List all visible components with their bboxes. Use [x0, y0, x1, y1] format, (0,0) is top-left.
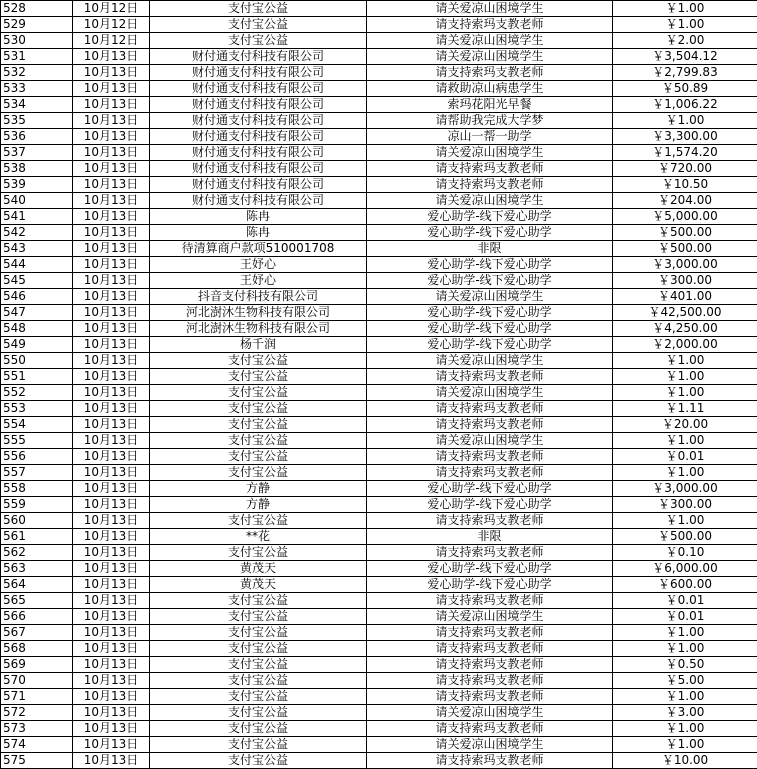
date-cell: 10月13日 [73, 241, 150, 257]
project-cell: 请关爱凉山困境学生 [367, 1, 613, 17]
project-cell: 请关爱凉山困境学生 [367, 705, 613, 721]
table-row [1, 161, 757, 177]
project-cell: 凉山一帮一助学 [367, 129, 613, 145]
date-cell: 10月13日 [73, 673, 150, 689]
table-row [1, 81, 757, 97]
project-cell: 请关爱凉山困境学生 [367, 737, 613, 753]
date-cell: 10月13日 [73, 129, 150, 145]
table-row [1, 753, 757, 769]
row-number-cell: 555 [1, 433, 73, 449]
table-row [1, 657, 757, 673]
project-cell: 爱心助学-线下爱心助学 [367, 273, 613, 289]
row-number-cell: 553 [1, 401, 73, 417]
donor-cell: 财付通支付科技有限公司 [150, 145, 367, 161]
table-row [1, 529, 757, 545]
amount-cell: ￥1.00 [613, 433, 757, 449]
table-row [1, 145, 757, 161]
table-row [1, 465, 757, 481]
table-row [1, 337, 757, 353]
donor-cell: 支付宝公益 [150, 705, 367, 721]
table-row [1, 353, 757, 369]
table-row [1, 721, 757, 737]
row-number-cell: 540 [1, 193, 73, 209]
amount-cell: ￥0.01 [613, 593, 757, 609]
row-number-cell: 570 [1, 673, 73, 689]
row-number-cell: 539 [1, 177, 73, 193]
project-cell: 非限 [367, 241, 613, 257]
date-cell: 10月13日 [73, 737, 150, 753]
donor-cell: **花 [150, 529, 367, 545]
amount-cell: ￥300.00 [613, 497, 757, 513]
row-number-cell: 569 [1, 657, 73, 673]
project-cell: 请支持索玛支教老师 [367, 657, 613, 673]
project-cell: 请关爱凉山困境学生 [367, 385, 613, 401]
date-cell: 10月12日 [73, 17, 150, 33]
project-cell: 请支持索玛支教老师 [367, 369, 613, 385]
donor-cell: 支付宝公益 [150, 433, 367, 449]
amount-cell: ￥500.00 [613, 529, 757, 545]
row-number-cell: 549 [1, 337, 73, 353]
amount-cell: ￥1.00 [613, 385, 757, 401]
donor-cell: 支付宝公益 [150, 721, 367, 737]
donor-cell: 支付宝公益 [150, 417, 367, 433]
table-row [1, 97, 757, 113]
table-row [1, 737, 757, 753]
donor-cell: 财付通支付科技有限公司 [150, 177, 367, 193]
donor-cell: 财付通支付科技有限公司 [150, 97, 367, 113]
amount-cell: ￥1.00 [613, 369, 757, 385]
project-cell: 请关爱凉山困境学生 [367, 353, 613, 369]
donor-cell: 河北澍沐生物科技有限公司 [150, 321, 367, 337]
project-cell: 爱心助学-线下爱心助学 [367, 481, 613, 497]
amount-cell: ￥1.11 [613, 401, 757, 417]
date-cell: 10月13日 [73, 321, 150, 337]
date-cell: 10月12日 [73, 1, 150, 17]
amount-cell: ￥1.00 [613, 625, 757, 641]
donor-cell: 财付通支付科技有限公司 [150, 49, 367, 65]
amount-cell: ￥42,500.00 [613, 305, 757, 321]
table-row [1, 705, 757, 721]
amount-cell: ￥720.00 [613, 161, 757, 177]
table-row [1, 689, 757, 705]
amount-cell: ￥500.00 [613, 225, 757, 241]
row-number-cell: 547 [1, 305, 73, 321]
donor-cell: 方静 [150, 497, 367, 513]
donor-cell: 支付宝公益 [150, 513, 367, 529]
project-cell: 请支持索玛支教老师 [367, 401, 613, 417]
row-number-cell: 551 [1, 369, 73, 385]
amount-cell: ￥1,006.22 [613, 97, 757, 113]
table-row [1, 481, 757, 497]
date-cell: 10月13日 [73, 353, 150, 369]
date-cell: 10月13日 [73, 417, 150, 433]
donor-cell: 支付宝公益 [150, 465, 367, 481]
table-row [1, 1, 757, 17]
table-row [1, 449, 757, 465]
donor-cell: 支付宝公益 [150, 353, 367, 369]
amount-cell: ￥0.50 [613, 657, 757, 673]
date-cell: 10月12日 [73, 33, 150, 49]
date-cell: 10月13日 [73, 177, 150, 193]
project-cell: 请关爱凉山困境学生 [367, 49, 613, 65]
project-cell: 请支持索玛支教老师 [367, 753, 613, 769]
date-cell: 10月13日 [73, 705, 150, 721]
row-number-cell: 531 [1, 49, 73, 65]
donor-cell: 财付通支付科技有限公司 [150, 193, 367, 209]
donor-cell: 王妤心 [150, 257, 367, 273]
project-cell: 请关爱凉山困境学生 [367, 145, 613, 161]
row-number-cell: 536 [1, 129, 73, 145]
row-number-cell: 573 [1, 721, 73, 737]
donor-cell: 陈冉 [150, 209, 367, 225]
amount-cell: ￥1.00 [613, 689, 757, 705]
date-cell: 10月13日 [73, 337, 150, 353]
project-cell: 请支持索玛支教老师 [367, 689, 613, 705]
date-cell: 10月13日 [73, 369, 150, 385]
date-cell: 10月13日 [73, 481, 150, 497]
amount-cell: ￥600.00 [613, 577, 757, 593]
donor-cell: 财付通支付科技有限公司 [150, 129, 367, 145]
project-cell: 爱心助学-线下爱心助学 [367, 321, 613, 337]
project-cell: 请支持索玛支教老师 [367, 625, 613, 641]
project-cell: 请关爱凉山困境学生 [367, 609, 613, 625]
table-row [1, 417, 757, 433]
table-row [1, 577, 757, 593]
table-row [1, 545, 757, 561]
amount-cell: ￥1.00 [613, 113, 757, 129]
amount-cell: ￥1,574.20 [613, 145, 757, 161]
donor-cell: 支付宝公益 [150, 401, 367, 417]
amount-cell: ￥20.00 [613, 417, 757, 433]
amount-cell: ￥1.00 [613, 737, 757, 753]
amount-cell: ￥10.00 [613, 753, 757, 769]
date-cell: 10月13日 [73, 289, 150, 305]
row-number-cell: 563 [1, 561, 73, 577]
date-cell: 10月13日 [73, 113, 150, 129]
row-number-cell: 535 [1, 113, 73, 129]
row-number-cell: 528 [1, 1, 73, 17]
amount-cell: ￥0.10 [613, 545, 757, 561]
row-number-cell: 532 [1, 65, 73, 81]
date-cell: 10月13日 [73, 49, 150, 65]
table-row [1, 497, 757, 513]
date-cell: 10月13日 [73, 641, 150, 657]
row-number-cell: 554 [1, 417, 73, 433]
project-cell: 请帮助我完成大学梦 [367, 113, 613, 129]
date-cell: 10月13日 [73, 161, 150, 177]
project-cell: 请支持索玛支教老师 [367, 513, 613, 529]
table-row [1, 65, 757, 81]
project-cell: 爱心助学-线下爱心助学 [367, 337, 613, 353]
project-cell: 请关爱凉山困境学生 [367, 193, 613, 209]
amount-cell: ￥4,250.00 [613, 321, 757, 337]
donor-cell: 财付通支付科技有限公司 [150, 65, 367, 81]
date-cell: 10月13日 [73, 401, 150, 417]
row-number-cell: 572 [1, 705, 73, 721]
row-number-cell: 568 [1, 641, 73, 657]
amount-cell: ￥2,000.00 [613, 337, 757, 353]
amount-cell: ￥6,000.00 [613, 561, 757, 577]
amount-cell: ￥204.00 [613, 193, 757, 209]
project-cell: 爱心助学-线下爱心助学 [367, 305, 613, 321]
table-row [1, 225, 757, 241]
date-cell: 10月13日 [73, 753, 150, 769]
row-number-cell: 533 [1, 81, 73, 97]
project-cell: 爱心助学-线下爱心助学 [367, 209, 613, 225]
table-row [1, 433, 757, 449]
row-number-cell: 530 [1, 33, 73, 49]
amount-cell: ￥5,000.00 [613, 209, 757, 225]
date-cell: 10月13日 [73, 65, 150, 81]
amount-cell: ￥3,000.00 [613, 481, 757, 497]
donor-cell: 财付通支付科技有限公司 [150, 161, 367, 177]
donor-cell: 河北澍沐生物科技有限公司 [150, 305, 367, 321]
amount-cell: ￥401.00 [613, 289, 757, 305]
row-number-cell: 544 [1, 257, 73, 273]
table-row [1, 641, 757, 657]
table-row [1, 113, 757, 129]
amount-cell: ￥3,000.00 [613, 257, 757, 273]
donor-cell: 财付通支付科技有限公司 [150, 113, 367, 129]
table-row [1, 177, 757, 193]
project-cell: 请救助凉山病患学生 [367, 81, 613, 97]
row-number-cell: 543 [1, 241, 73, 257]
donor-cell: 杨千润 [150, 337, 367, 353]
row-number-cell: 556 [1, 449, 73, 465]
project-cell: 爱心助学-线下爱心助学 [367, 257, 613, 273]
date-cell: 10月13日 [73, 273, 150, 289]
row-number-cell: 562 [1, 545, 73, 561]
project-cell: 爱心助学-线下爱心助学 [367, 497, 613, 513]
donor-cell: 支付宝公益 [150, 641, 367, 657]
table-row [1, 33, 757, 49]
row-number-cell: 550 [1, 353, 73, 369]
donor-cell: 支付宝公益 [150, 545, 367, 561]
table-row [1, 561, 757, 577]
donor-cell: 支付宝公益 [150, 369, 367, 385]
donor-cell: 支付宝公益 [150, 609, 367, 625]
amount-cell: ￥3.00 [613, 705, 757, 721]
date-cell: 10月13日 [73, 385, 150, 401]
date-cell: 10月13日 [73, 561, 150, 577]
project-cell: 爱心助学-线下爱心助学 [367, 577, 613, 593]
row-number-cell: 557 [1, 465, 73, 481]
donor-cell: 陈冉 [150, 225, 367, 241]
table-row [1, 273, 757, 289]
date-cell: 10月13日 [73, 625, 150, 641]
row-number-cell: 558 [1, 481, 73, 497]
table-row [1, 289, 757, 305]
amount-cell: ￥1.00 [613, 513, 757, 529]
project-cell: 请支持索玛支教老师 [367, 465, 613, 481]
project-cell: 请关爱凉山困境学生 [367, 33, 613, 49]
date-cell: 10月13日 [73, 721, 150, 737]
project-cell: 请支持索玛支教老师 [367, 545, 613, 561]
donor-cell: 支付宝公益 [150, 689, 367, 705]
donor-cell: 方静 [150, 481, 367, 497]
table-row [1, 257, 757, 273]
project-cell: 请支持索玛支教老师 [367, 17, 613, 33]
amount-cell: ￥0.01 [613, 609, 757, 625]
date-cell: 10月13日 [73, 529, 150, 545]
row-number-cell: 571 [1, 689, 73, 705]
amount-cell: ￥5.00 [613, 673, 757, 689]
table-row [1, 369, 757, 385]
donation-table-body [1, 1, 757, 769]
table-row [1, 401, 757, 417]
row-number-cell: 560 [1, 513, 73, 529]
row-number-cell: 538 [1, 161, 73, 177]
donor-cell: 支付宝公益 [150, 657, 367, 673]
donor-cell: 支付宝公益 [150, 625, 367, 641]
date-cell: 10月13日 [73, 513, 150, 529]
row-number-cell: 552 [1, 385, 73, 401]
table-row [1, 17, 757, 33]
donor-cell: 抖音支付科技有限公司 [150, 289, 367, 305]
donor-cell: 支付宝公益 [150, 737, 367, 753]
project-cell: 请关爱凉山困境学生 [367, 433, 613, 449]
date-cell: 10月13日 [73, 497, 150, 513]
table-row [1, 385, 757, 401]
amount-cell: ￥10.50 [613, 177, 757, 193]
project-cell: 爱心助学-线下爱心助学 [367, 225, 613, 241]
table-row [1, 673, 757, 689]
donor-cell: 支付宝公益 [150, 753, 367, 769]
amount-cell: ￥3,300.00 [613, 129, 757, 145]
table-row [1, 609, 757, 625]
donor-cell: 支付宝公益 [150, 385, 367, 401]
project-cell: 索玛花阳光早餐 [367, 97, 613, 113]
donor-cell: 王妤心 [150, 273, 367, 289]
date-cell: 10月13日 [73, 81, 150, 97]
project-cell: 请支持索玛支教老师 [367, 65, 613, 81]
date-cell: 10月13日 [73, 97, 150, 113]
project-cell: 请支持索玛支教老师 [367, 161, 613, 177]
donor-cell: 财付通支付科技有限公司 [150, 81, 367, 97]
donor-cell: 支付宝公益 [150, 1, 367, 17]
donor-cell: 黄茂天 [150, 577, 367, 593]
project-cell: 请支持索玛支教老师 [367, 673, 613, 689]
donor-cell: 支付宝公益 [150, 17, 367, 33]
date-cell: 10月13日 [73, 609, 150, 625]
amount-cell: ￥1.00 [613, 721, 757, 737]
amount-cell: ￥2.00 [613, 33, 757, 49]
project-cell: 请支持索玛支教老师 [367, 417, 613, 433]
table-row [1, 513, 757, 529]
project-cell: 请支持索玛支教老师 [367, 641, 613, 657]
project-cell: 请支持索玛支教老师 [367, 593, 613, 609]
row-number-cell: 567 [1, 625, 73, 641]
date-cell: 10月13日 [73, 465, 150, 481]
row-number-cell: 529 [1, 17, 73, 33]
amount-cell: ￥2,799.83 [613, 65, 757, 81]
donor-cell: 支付宝公益 [150, 33, 367, 49]
table-row [1, 593, 757, 609]
project-cell: 爱心助学-线下爱心助学 [367, 561, 613, 577]
amount-cell: ￥300.00 [613, 273, 757, 289]
row-number-cell: 542 [1, 225, 73, 241]
amount-cell: ￥1.00 [613, 465, 757, 481]
table-row [1, 321, 757, 337]
row-number-cell: 575 [1, 753, 73, 769]
donor-cell: 支付宝公益 [150, 593, 367, 609]
project-cell: 请支持索玛支教老师 [367, 721, 613, 737]
project-cell: 请支持索玛支教老师 [367, 449, 613, 465]
table-row [1, 129, 757, 145]
table-row [1, 209, 757, 225]
date-cell: 10月13日 [73, 193, 150, 209]
row-number-cell: 548 [1, 321, 73, 337]
row-number-cell: 546 [1, 289, 73, 305]
donor-cell: 待清算商户款项510001708 [150, 241, 367, 257]
date-cell: 10月13日 [73, 449, 150, 465]
table-row [1, 625, 757, 641]
date-cell: 10月13日 [73, 545, 150, 561]
row-number-cell: 537 [1, 145, 73, 161]
table-row [1, 49, 757, 65]
date-cell: 10月13日 [73, 257, 150, 273]
amount-cell: ￥0.01 [613, 449, 757, 465]
amount-cell: ￥1.00 [613, 641, 757, 657]
project-cell: 请关爱凉山困境学生 [367, 289, 613, 305]
donor-cell: 黄茂天 [150, 561, 367, 577]
row-number-cell: 561 [1, 529, 73, 545]
amount-cell: ￥500.00 [613, 241, 757, 257]
row-number-cell: 534 [1, 97, 73, 113]
amount-cell: ￥1.00 [613, 17, 757, 33]
row-number-cell: 574 [1, 737, 73, 753]
row-number-cell: 566 [1, 609, 73, 625]
amount-cell: ￥50.89 [613, 81, 757, 97]
donor-cell: 支付宝公益 [150, 673, 367, 689]
amount-cell: ￥3,504.12 [613, 49, 757, 65]
amount-cell: ￥1.00 [613, 353, 757, 369]
row-number-cell: 565 [1, 593, 73, 609]
date-cell: 10月13日 [73, 657, 150, 673]
row-number-cell: 564 [1, 577, 73, 593]
date-cell: 10月13日 [73, 305, 150, 321]
date-cell: 10月13日 [73, 689, 150, 705]
date-cell: 10月13日 [73, 209, 150, 225]
donor-cell: 支付宝公益 [150, 449, 367, 465]
date-cell: 10月13日 [73, 145, 150, 161]
table-row [1, 305, 757, 321]
date-cell: 10月13日 [73, 593, 150, 609]
date-cell: 10月13日 [73, 577, 150, 593]
table-row [1, 241, 757, 257]
row-number-cell: 559 [1, 497, 73, 513]
project-cell: 非限 [367, 529, 613, 545]
date-cell: 10月13日 [73, 433, 150, 449]
row-number-cell: 541 [1, 209, 73, 225]
date-cell: 10月13日 [73, 225, 150, 241]
row-number-cell: 545 [1, 273, 73, 289]
table-row [1, 193, 757, 209]
amount-cell: ￥1.00 [613, 1, 757, 17]
project-cell: 请支持索玛支教老师 [367, 177, 613, 193]
